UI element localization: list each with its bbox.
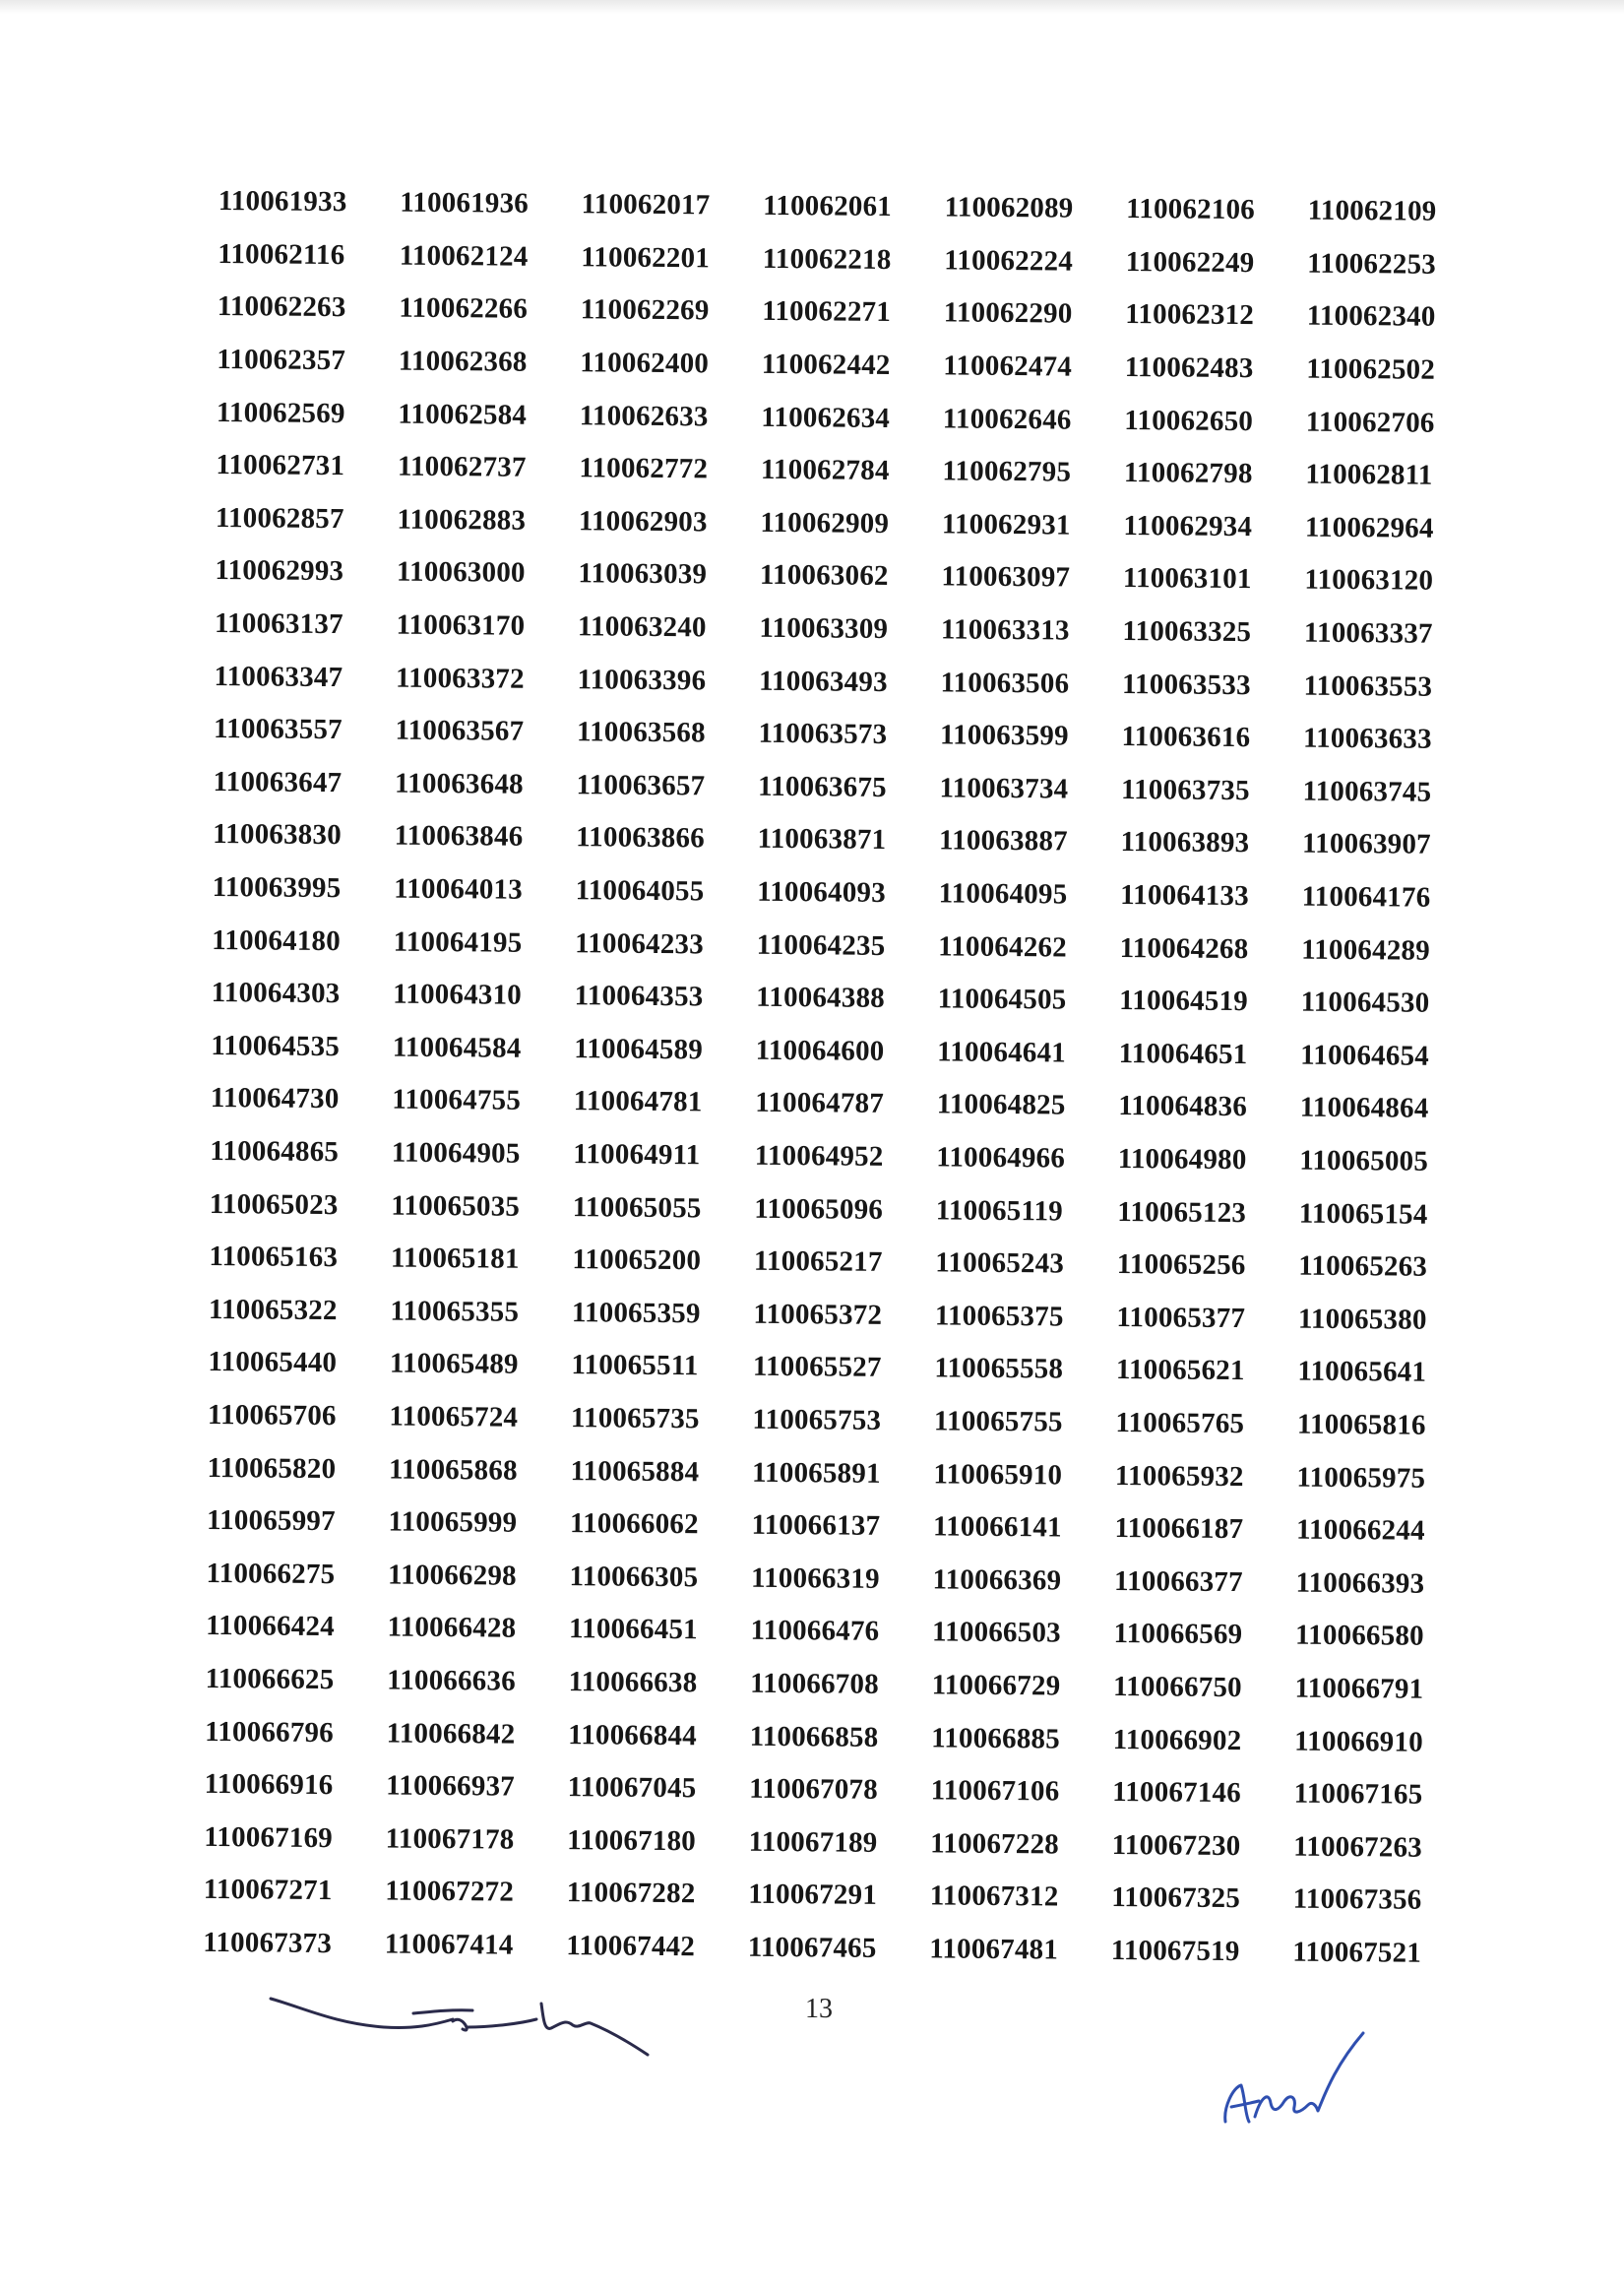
roll-number-cell: 110062109 (1307, 194, 1437, 228)
roll-number-cell: 110062201 (581, 241, 711, 275)
roll-number-cell: 110063347 (214, 660, 344, 693)
roll-number-table (203, 175, 1489, 1980)
roll-number-cell: 110064530 (1300, 986, 1430, 1019)
roll-number-cell: 110066141 (932, 1510, 1062, 1544)
roll-number-cell: 110066902 (1112, 1723, 1242, 1756)
roll-number-cell: 110063557 (213, 713, 343, 746)
roll-number-cell: 110064133 (1120, 879, 1249, 913)
roll-number-cell: 110063893 (1120, 826, 1250, 860)
roll-number-cell: 110067282 (566, 1877, 696, 1910)
roll-number-cell: 110066937 (386, 1769, 516, 1803)
roll-number-cell: 110066062 (569, 1507, 699, 1541)
roll-number-cell: 110067228 (930, 1827, 1060, 1861)
roll-number-cell: 110064781 (573, 1085, 703, 1118)
roll-number-cell: 110061936 (400, 186, 530, 221)
roll-number-cell: 110066428 (387, 1611, 517, 1645)
roll-number-cell: 110062784 (760, 454, 890, 487)
roll-number-cell: 110065154 (1298, 1197, 1428, 1231)
roll-number-cell: 110066858 (749, 1720, 879, 1753)
roll-number-cell: 110064262 (938, 930, 1068, 964)
roll-number-cell: 110064013 (394, 872, 524, 906)
roll-number-cell: 110064353 (574, 980, 704, 1013)
roll-number-cell: 110062357 (217, 344, 346, 377)
roll-number-cell: 110062266 (399, 292, 529, 326)
roll-number-cell: 110064755 (392, 1083, 522, 1117)
signature-left (266, 1984, 650, 2072)
roll-number-cell: 110065975 (1296, 1461, 1426, 1495)
roll-number-cell: 110065096 (754, 1192, 884, 1226)
roll-number-cell: 110062633 (579, 399, 709, 433)
roll-number-cell: 110065621 (1115, 1354, 1245, 1387)
roll-number-cell: 110062706 (1305, 406, 1435, 439)
roll-number-cell: 110067263 (1293, 1830, 1423, 1864)
roll-number-cell: 110062312 (1125, 298, 1255, 332)
roll-number-cell: 110062857 (215, 501, 344, 535)
roll-number-cell: 110065123 (1117, 1195, 1247, 1229)
roll-number-cell: 110062124 (399, 239, 529, 273)
roll-number-cell: 110062798 (1123, 457, 1253, 490)
roll-number-cell: 110062249 (1125, 245, 1255, 280)
roll-number-cell: 110064787 (755, 1087, 885, 1120)
roll-number-cell: 110065910 (933, 1457, 1063, 1492)
roll-number-cell: 110064268 (1119, 931, 1249, 965)
roll-number-cell: 110063137 (214, 607, 344, 641)
roll-number-cell: 110062931 (941, 508, 1071, 541)
roll-number-cell: 110062368 (398, 345, 528, 378)
roll-number-cell: 110064055 (575, 874, 705, 908)
roll-number-cell: 110067189 (748, 1825, 878, 1859)
roll-number-cell: 110066503 (931, 1616, 1061, 1649)
roll-number-cell: 110062263 (217, 290, 346, 324)
roll-number-cell: 110067325 (1111, 1881, 1241, 1915)
roll-number-cell: 110063657 (576, 769, 706, 802)
roll-number-cell: 110063734 (939, 772, 1069, 805)
roll-number-cell: 110066424 (206, 1610, 335, 1643)
roll-number-cell: 110066916 (204, 1768, 334, 1802)
roll-number-cell: 110064730 (210, 1082, 340, 1115)
roll-number-cell: 110064600 (755, 1034, 885, 1067)
roll-number-cell: 110067291 (748, 1878, 878, 1912)
roll-number-cell: 110062569 (216, 396, 345, 429)
roll-number-cell: 110067178 (385, 1822, 515, 1856)
roll-number-cell: 110063573 (758, 718, 888, 751)
roll-number-cell: 110063101 (1122, 562, 1252, 596)
roll-number-cell: 110062271 (762, 295, 892, 329)
roll-number-cell: 110062883 (397, 503, 527, 537)
roll-number-cell: 110067271 (203, 1874, 333, 1907)
roll-number-cell: 110062218 (762, 242, 892, 276)
roll-number-cell: 110064310 (393, 978, 523, 1011)
roll-number-cell: 110062584 (398, 398, 528, 431)
roll-number-cell: 110063506 (940, 667, 1070, 700)
roll-number-cell: 110062253 (1307, 247, 1437, 281)
roll-number-cell: 110066638 (568, 1666, 698, 1699)
roll-number-cell: 110066275 (206, 1557, 336, 1590)
roll-number-cell: 110065243 (935, 1246, 1065, 1280)
roll-number-cell: 110062017 (581, 188, 711, 222)
roll-number-cell: 110063745 (1302, 775, 1432, 808)
roll-number-cell: 110063553 (1303, 669, 1433, 703)
roll-number-cell: 110067169 (204, 1820, 334, 1854)
roll-number-cell: 110062224 (944, 244, 1074, 278)
roll-number-cell: 110067519 (1110, 1934, 1240, 1968)
roll-number-cell: 110062089 (944, 191, 1074, 224)
roll-number-cell: 110063648 (394, 767, 524, 800)
roll-number-cell: 110065217 (753, 1244, 883, 1279)
roll-number-cell: 110064584 (392, 1031, 522, 1064)
roll-number-cell: 110066842 (386, 1717, 516, 1751)
roll-number-cell: 110067481 (929, 1933, 1059, 1966)
roll-number-cell: 110065753 (752, 1403, 882, 1436)
roll-number-cell: 110064911 (573, 1138, 701, 1172)
roll-number-cell: 110066750 (1113, 1670, 1242, 1704)
roll-number-cell: 110067465 (747, 1931, 877, 1964)
roll-number-cell: 110066305 (569, 1560, 699, 1594)
roll-number-cell: 110067414 (384, 1928, 514, 1961)
roll-number-cell: 110067521 (1292, 1936, 1422, 1969)
roll-number-cell: 110067045 (567, 1771, 697, 1805)
roll-number-cell: 110066369 (932, 1563, 1062, 1597)
roll-number-cell: 110063675 (757, 770, 887, 803)
roll-number-cell: 110062772 (579, 452, 709, 485)
roll-number-cell: 110063396 (577, 663, 707, 696)
roll-number-cell: 110064980 (1117, 1142, 1247, 1177)
roll-number-cell: 110065820 (207, 1451, 337, 1485)
roll-number-cell: 110064233 (575, 926, 705, 960)
roll-number-cell: 110064651 (1118, 1037, 1248, 1070)
roll-number-cell: 110064825 (936, 1088, 1066, 1121)
roll-number-cell: 110061933 (218, 185, 347, 219)
roll-number-cell: 110064865 (210, 1134, 340, 1169)
roll-number-cell: 110064289 (1301, 933, 1431, 967)
roll-number-cell: 110067312 (929, 1879, 1059, 1913)
roll-number-cell: 110062903 (578, 505, 708, 539)
roll-number-cell: 110066844 (568, 1718, 698, 1751)
roll-number-cell: 110062340 (1306, 300, 1436, 334)
roll-number-cell: 110065375 (934, 1300, 1064, 1333)
roll-number-cell: 110062474 (943, 350, 1073, 383)
roll-number-cell: 110066244 (1295, 1513, 1425, 1547)
roll-number-cell: 110063568 (576, 716, 706, 749)
roll-number-cell: 110065377 (1116, 1301, 1246, 1334)
roll-number-cell: 110063325 (1122, 615, 1252, 649)
roll-number-cell: 110063866 (576, 821, 705, 855)
page-edge (0, 0, 1624, 14)
roll-number-cell: 110062737 (397, 450, 527, 484)
roll-number-cell: 110062290 (943, 296, 1073, 331)
roll-number-cell: 110065181 (390, 1242, 520, 1275)
roll-number-cell: 110064388 (756, 982, 886, 1015)
roll-number-cell: 110067180 (567, 1823, 697, 1857)
roll-number-cell: 110063097 (941, 560, 1071, 595)
roll-number-cell: 110065119 (935, 1193, 1064, 1228)
roll-number-cell: 110064966 (936, 1141, 1066, 1175)
roll-number-cell: 110063170 (396, 608, 526, 642)
roll-number-cell: 110066910 (1294, 1725, 1424, 1758)
roll-number-cell: 110062731 (216, 449, 345, 482)
roll-number-cell: 110065706 (207, 1398, 337, 1432)
roll-number-cell: 110063830 (213, 818, 342, 852)
roll-number-cell: 110066636 (387, 1664, 517, 1697)
roll-number-cell: 110065263 (1298, 1249, 1428, 1283)
roll-number-cell: 110062795 (942, 455, 1072, 488)
roll-number-cell: 110063846 (394, 820, 524, 854)
roll-number-cell: 110066393 (1295, 1566, 1425, 1600)
roll-number-cell: 110066729 (931, 1669, 1061, 1702)
roll-number-cell: 110065256 (1116, 1248, 1246, 1282)
roll-number-cell: 110064641 (937, 1036, 1067, 1069)
roll-number-cell: 110065163 (209, 1241, 339, 1274)
roll-number-cell: 110065023 (209, 1187, 339, 1221)
roll-number-cell: 110065380 (1297, 1303, 1427, 1336)
roll-number-cell: 110063372 (395, 662, 525, 695)
roll-number-cell: 110063871 (757, 823, 887, 857)
roll-number-cell: 110065489 (389, 1347, 519, 1381)
roll-number-cell: 110064180 (212, 923, 342, 957)
roll-number-cell: 110065724 (389, 1400, 519, 1433)
roll-number-cell: 110064505 (937, 983, 1067, 1016)
roll-number-cell: 110065891 (751, 1456, 881, 1490)
roll-number-cell: 110066298 (387, 1559, 517, 1592)
roll-number-cell: 110064864 (1299, 1092, 1429, 1125)
roll-number-cell: 110065055 (572, 1190, 702, 1224)
roll-number-cell: 110063120 (1304, 564, 1434, 598)
table-row (203, 1917, 1474, 1981)
roll-number-cell: 110065932 (1114, 1459, 1244, 1493)
roll-number-cell: 110066137 (751, 1508, 881, 1543)
roll-number-cell: 110062116 (218, 237, 345, 272)
roll-number-cell: 110063000 (396, 556, 526, 590)
roll-number-cell: 110066377 (1113, 1564, 1243, 1598)
roll-number-cell: 110063039 (578, 557, 708, 591)
roll-number-cell: 110065035 (391, 1189, 521, 1223)
roll-number-cell: 110065440 (208, 1346, 338, 1379)
roll-number-cell: 110067442 (566, 1930, 696, 1963)
roll-number-cell: 110065005 (1299, 1144, 1429, 1178)
roll-number-cell: 110065372 (753, 1298, 883, 1331)
page-number: 13 (805, 1994, 833, 2024)
roll-number-cell: 110066625 (205, 1662, 335, 1696)
roll-number-cell: 110063567 (395, 714, 525, 747)
roll-number-cell: 110066187 (1114, 1512, 1244, 1546)
roll-number-cell: 110066796 (205, 1715, 335, 1749)
roll-number-cell: 110065200 (572, 1243, 702, 1277)
roll-number-cell: 110066451 (568, 1613, 698, 1646)
roll-number-cell: 110062909 (760, 506, 890, 540)
roll-number-cell: 110064905 (391, 1136, 521, 1170)
roll-number-cell: 110064093 (757, 875, 887, 909)
roll-number-cell: 110064589 (574, 1032, 704, 1066)
roll-number-cell: 110065322 (208, 1293, 338, 1326)
roll-number-cell: 110066569 (1113, 1618, 1243, 1651)
roll-number-cell: 110062106 (1126, 193, 1256, 226)
roll-number-cell: 110066476 (750, 1615, 880, 1648)
roll-number-cell: 110064836 (1118, 1090, 1248, 1123)
roll-number-cell: 110063995 (212, 870, 342, 905)
roll-number-cell: 110063533 (1121, 668, 1251, 701)
roll-number-cell: 110065355 (390, 1295, 520, 1328)
roll-number-cell: 110065511 (571, 1349, 699, 1382)
roll-number-cell: 110064095 (938, 877, 1068, 911)
roll-number-cell: 110063735 (1120, 773, 1250, 806)
roll-number-cell: 110062502 (1306, 352, 1436, 386)
roll-number-table-body (203, 175, 1489, 1980)
roll-number-cell: 110065765 (1115, 1406, 1245, 1440)
roll-number-cell: 110064519 (1119, 985, 1249, 1018)
roll-number-cell: 110063616 (1121, 721, 1251, 754)
roll-number-cell: 110067373 (203, 1926, 333, 1959)
roll-number-cell: 110065816 (1296, 1408, 1426, 1441)
roll-number-cell: 110062634 (761, 401, 891, 434)
roll-number-cell: 110062811 (1305, 458, 1433, 492)
roll-number-cell: 110063309 (759, 611, 889, 645)
roll-number-cell: 110067146 (1112, 1776, 1242, 1810)
signature-right (1206, 2028, 1373, 2136)
roll-number-cell: 110065558 (934, 1352, 1064, 1385)
roll-number-cell: 110065641 (1297, 1355, 1427, 1389)
roll-number-cell: 110062993 (215, 554, 344, 588)
roll-number-cell: 110063647 (213, 765, 343, 798)
roll-number-cell: 110065884 (570, 1454, 700, 1488)
roll-number-cell: 110064654 (1300, 1039, 1430, 1072)
roll-number-cell: 110063887 (938, 824, 1068, 858)
roll-number-cell: 110063599 (939, 719, 1069, 752)
roll-number-cell: 110064235 (756, 928, 886, 962)
roll-number-cell: 110063337 (1303, 616, 1433, 650)
roll-number-cell: 110062934 (1123, 509, 1253, 543)
roll-number-cell: 110065755 (933, 1405, 1063, 1438)
roll-number-cell: 110062061 (763, 190, 893, 223)
roll-number-cell: 110064952 (754, 1139, 884, 1173)
roll-number-cell: 110064535 (211, 1029, 341, 1062)
roll-number-cell: 110063493 (758, 665, 888, 698)
roll-number-cell: 110063240 (577, 610, 707, 644)
roll-number-cell: 110065359 (571, 1296, 701, 1330)
roll-number-cell: 110063062 (759, 559, 889, 593)
roll-number-cell: 110066580 (1294, 1619, 1424, 1653)
roll-number-cell: 110067078 (749, 1772, 879, 1807)
roll-number-cell: 110065527 (752, 1351, 882, 1384)
roll-number-cell: 110064303 (211, 977, 341, 1010)
roll-number-cell: 110067106 (930, 1774, 1060, 1808)
roll-number-cell: 110062483 (1124, 351, 1254, 385)
roll-number-cell: 110064195 (393, 925, 523, 959)
roll-number-cell: 110062442 (761, 348, 891, 382)
roll-number-cell: 110064176 (1301, 880, 1431, 914)
roll-number-cell: 110067356 (1292, 1882, 1422, 1917)
roll-number-cell: 110062400 (580, 347, 710, 380)
roll-number-cell: 110063633 (1302, 722, 1432, 756)
roll-number-cell: 110066708 (750, 1667, 879, 1700)
roll-number-cell: 110066885 (931, 1721, 1061, 1755)
roll-number-cell: 110067272 (385, 1875, 515, 1908)
roll-number-cell: 110063907 (1301, 828, 1431, 861)
roll-number-cell: 110062650 (1124, 404, 1254, 437)
roll-number-cell: 110065735 (570, 1402, 700, 1435)
roll-number-cell: 110065999 (388, 1505, 518, 1539)
roll-number-cell: 110062964 (1304, 511, 1434, 544)
roll-number-cell: 110063313 (940, 613, 1070, 647)
roll-number-cell: 110067165 (1293, 1777, 1423, 1811)
roll-number-cell: 110066319 (750, 1561, 880, 1595)
roll-number-cell: 110062646 (942, 403, 1072, 436)
roll-number-cell: 110066791 (1294, 1672, 1424, 1705)
roll-number-cell: 110062269 (580, 293, 710, 327)
roll-number-cell: 110065997 (206, 1504, 336, 1538)
roll-number-cell: 110065868 (388, 1453, 518, 1487)
roll-number-cell: 110067230 (1111, 1828, 1241, 1862)
